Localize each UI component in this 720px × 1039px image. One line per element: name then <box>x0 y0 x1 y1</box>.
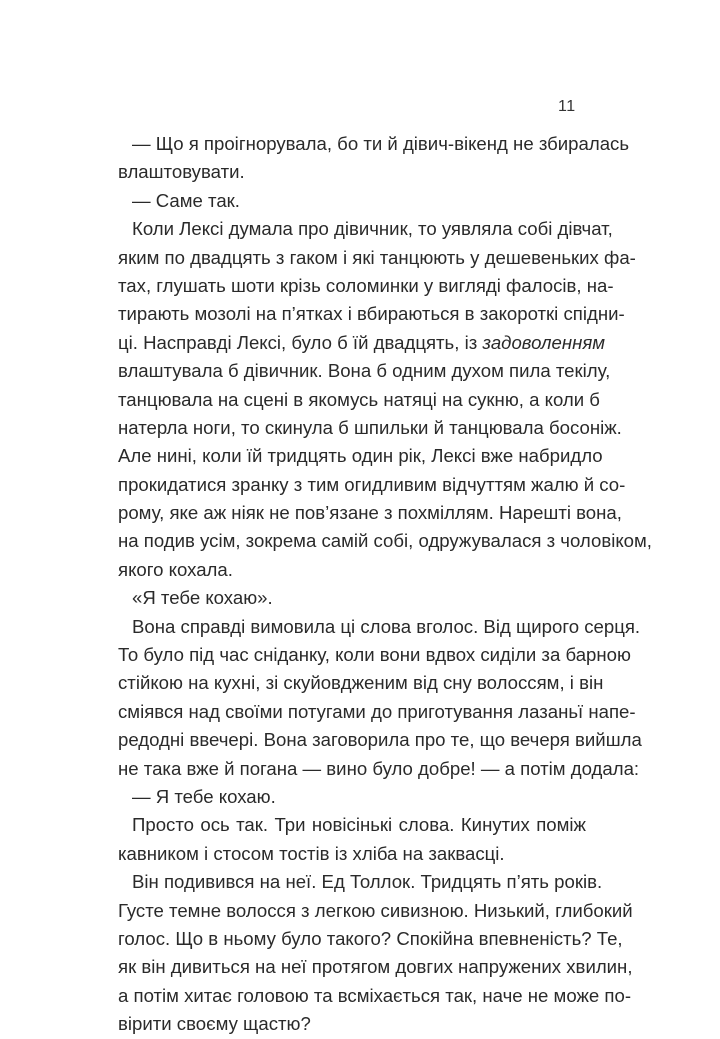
text-line: прокидатися зранку з тим огидливим відчуттям жалю й со- <box>118 473 626 495</box>
text-line: яким по двадцять з гаком і які танцюють у дешевеньких фа- <box>118 246 636 268</box>
text-line: Але нині, коли їй тридцять один рік, Лексі вже набридло <box>118 445 603 467</box>
text-line: сміявся над своїми потугами до приготування лазаньї напе- <box>118 700 636 722</box>
text-line: рому, яке аж ніяк не пов’язане з похміллям. Нарешті вона, <box>118 502 622 524</box>
text-line: влаштувала б дівичник. Вона б одним духом пила текілу, <box>118 360 611 382</box>
text-line: якого кохала. <box>118 558 233 580</box>
text-line: Густе темне волосся з легкою сивизною. Низький, глибокий <box>118 899 633 921</box>
text-line: Просто ось так. Три новісінькі слова. Кинутих поміж <box>132 814 586 836</box>
body-text <box>118 130 652 1039</box>
text-line: голос. Що в ньому було такого? Спокійна впевненість? Те, <box>118 927 623 949</box>
italic-emphasis: задоволенням <box>482 331 605 353</box>
text-line: не така вже й погана — вино було добре! — а потім додала: <box>118 757 640 779</box>
text-line: «Я тебе кохаю». <box>132 587 273 609</box>
text-line: кавником і стосом тостів із хліба на заквасці. <box>118 842 505 864</box>
text-line: стійкою на кухні, зі скуйовдженим від сну волоссям, і він <box>118 672 604 694</box>
text-line: — Я тебе кохаю. <box>132 785 276 807</box>
text-line: тах, глушать шоти крізь соломинки у вигляді фалосів, на- <box>118 274 614 296</box>
text-line: Він подивився на неї. Ед Толлок. Тридцять п’ять років. <box>132 871 603 893</box>
text-line: тирають мозолі на п’ятках і вбираються в закороткі спідни- <box>118 303 625 325</box>
text-line: — Саме так. <box>132 189 240 211</box>
text-line: вірити своєму щастю? <box>118 1013 311 1035</box>
text-line: Коли Лексі думала про дівичник, то уявляла собі дівчат, <box>132 218 613 240</box>
text-line: а потім хитає головою та всміхається так, наче не може по- <box>118 984 632 1006</box>
text-line: редодні ввечері. Вона заговорила про те, що вечеря вийшла <box>118 729 642 751</box>
page-number: 11 <box>558 98 576 115</box>
text-line: — Що я проігнорувала, бо ти й дівич-вікенд не збиралась <box>132 133 630 154</box>
text-line: ці. Насправді Лексі, було б їй двадцять, із задоволенням <box>118 331 605 353</box>
text-line: влаштовувати. <box>118 161 245 183</box>
text-line: як він дивиться на неї протягом довгих напружених хвилин, <box>118 956 633 978</box>
text-line: То було під час сніданку, коли вони вдвох сиділи за барною <box>118 644 631 666</box>
text-line: на подив усім, зокрема самій собі, одружувалася з чоловіком, <box>118 530 652 552</box>
text-line: танцювала на сцені в якомусь натяці на сукню, а коли б <box>118 388 600 410</box>
text-line: натерла ноги, то скинула б шпильки й танцювала босоніж. <box>118 416 622 438</box>
text-line: Вона справді вимовила ці слова вголос. Від щирого серця. <box>132 615 641 637</box>
